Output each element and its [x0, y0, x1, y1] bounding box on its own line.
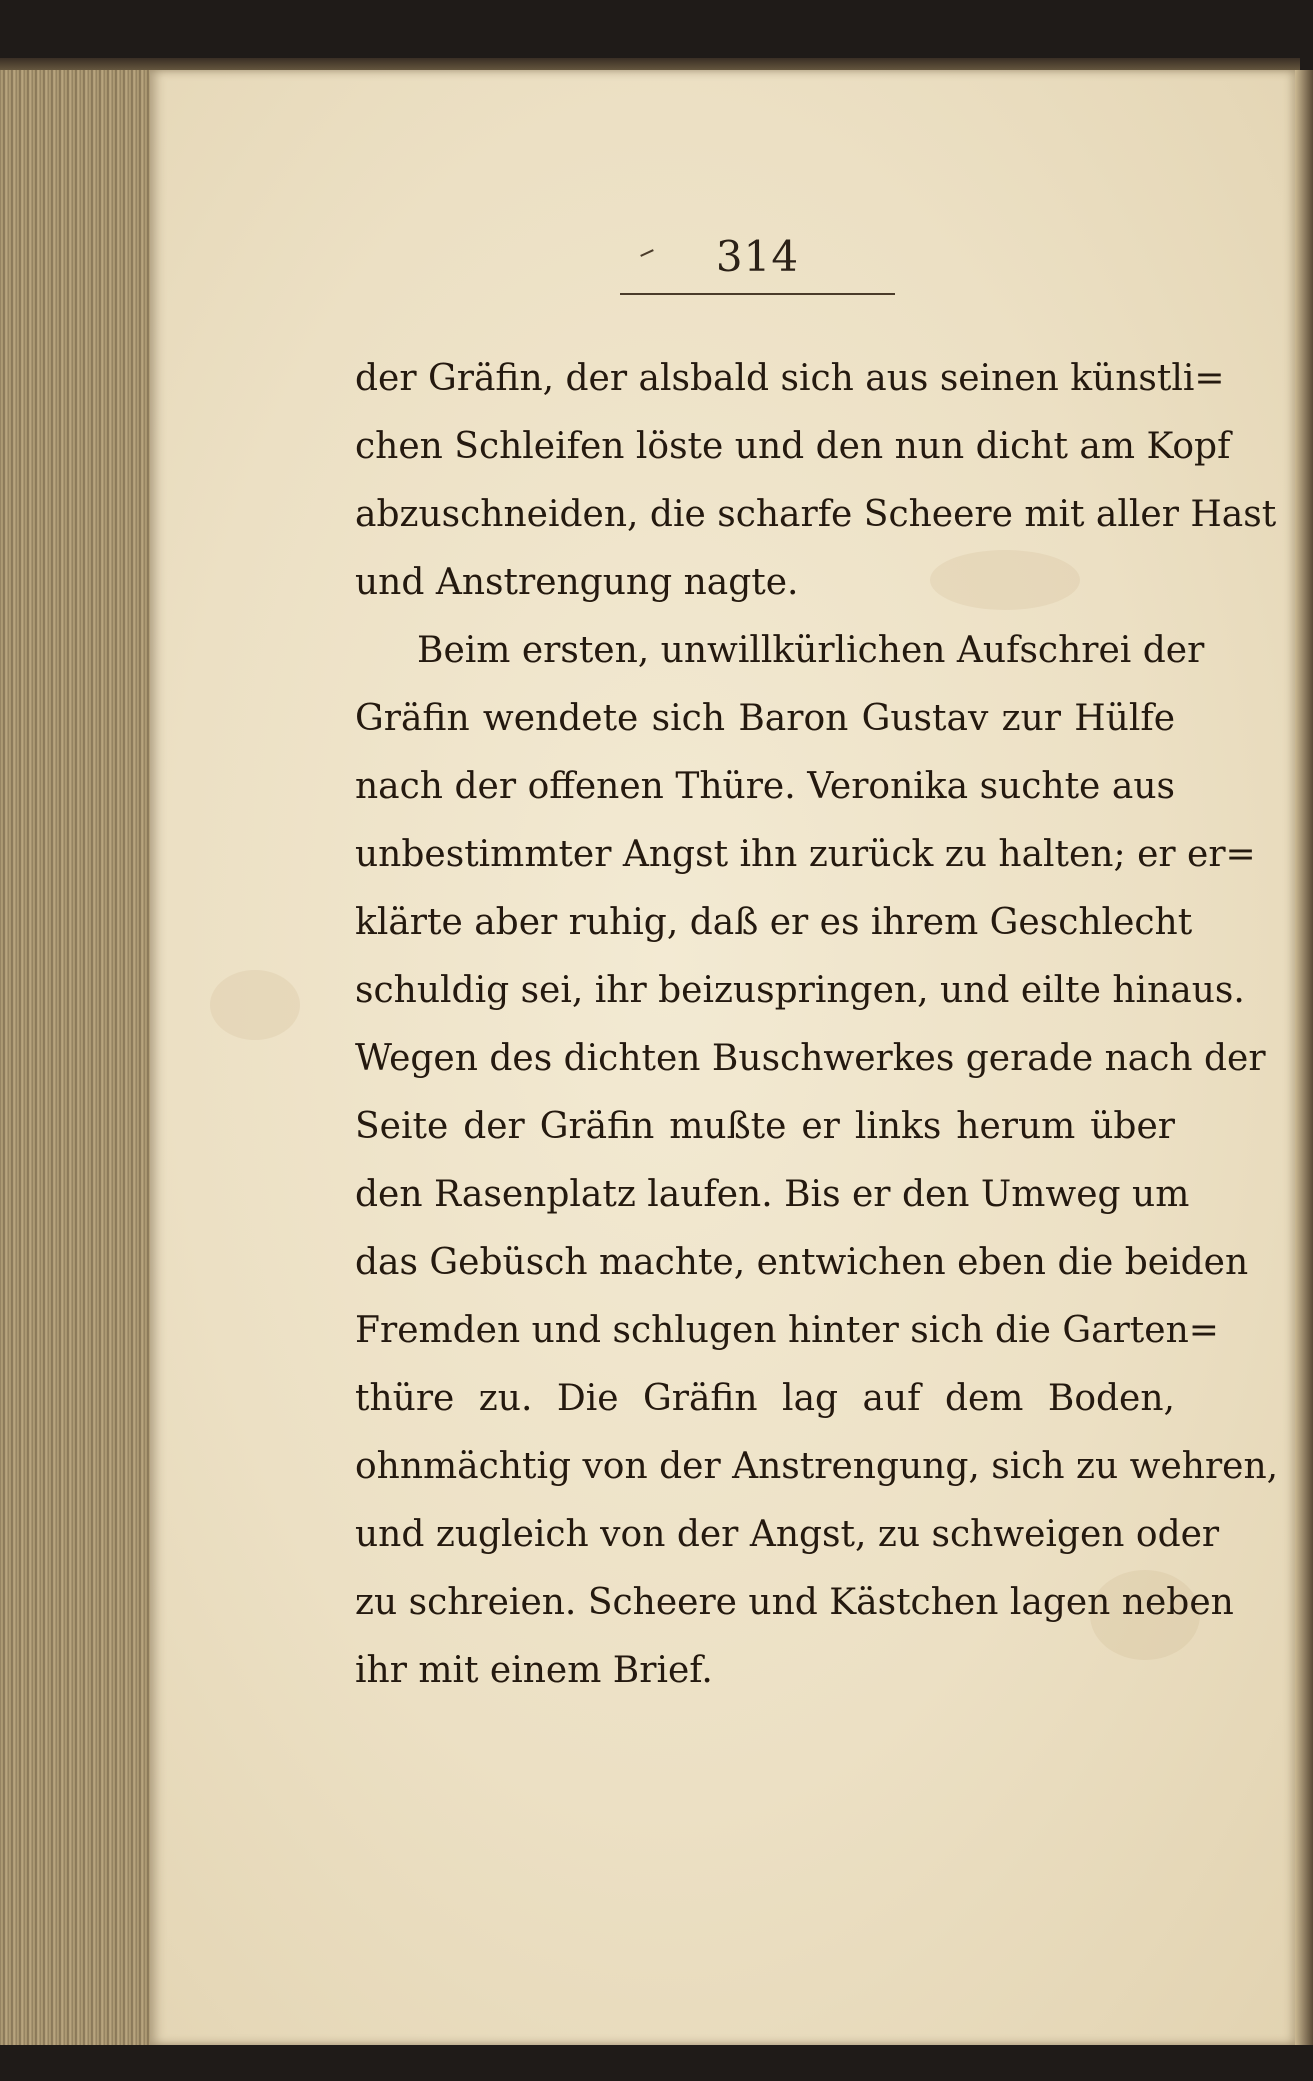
- header-rule: [620, 293, 895, 295]
- paper-stain: [210, 970, 300, 1040]
- text-line: Beim ersten, unwillkürlichen Aufschrei der: [417, 630, 1205, 671]
- text-line: Seite der Gräfin mußte er links herum über: [355, 1106, 1175, 1147]
- paragraph: [355, 617, 1279, 1705]
- text-line: und Anstrengung nagte.: [355, 562, 799, 603]
- text-line: der Gräfin, der alsbald sich aus seinen künstli=: [355, 358, 1225, 399]
- text-line: thüre zu. Die Gräfin lag auf dem Boden,: [355, 1378, 1175, 1419]
- page-header: [620, 232, 895, 281]
- text-line: nach der offenen Thüre. Veronika suchte aus: [355, 766, 1175, 807]
- book-right-edge: [1295, 70, 1313, 2045]
- text-line: Gräfin wendete sich Baron Gustav zur Hülfe: [355, 698, 1175, 739]
- text-line: ohnmächtig von der Anstrengung, sich zu wehren,: [355, 1446, 1279, 1487]
- page-number: 314: [715, 232, 800, 281]
- text-line: Wegen des dichten Buschwerkes gerade nach der: [355, 1038, 1266, 1079]
- text-line: abzuschneiden, die scharfe Scheere mit aller Hast: [355, 494, 1277, 535]
- text-line: Fremden und schlugen hinter sich die Garten=: [355, 1310, 1219, 1351]
- text-line: chen Schleifen löste und den nun dicht am Kopf: [355, 426, 1231, 467]
- text-line: ihr mit einem Brief.: [355, 1650, 713, 1691]
- paragraph: [355, 345, 1277, 617]
- book-page-edges: [0, 70, 152, 2045]
- text-line: zu schreien. Scheere und Kästchen lagen neben: [355, 1582, 1234, 1623]
- text-line: den Rasenplatz laufen. Bis er den Umweg um: [355, 1174, 1190, 1215]
- body-text: [355, 345, 1279, 1705]
- text-line: unbestimmter Angst ihn zurück zu halten; er er=: [355, 834, 1256, 875]
- text-line: das Gebüsch machte, entwichen eben die beiden: [355, 1242, 1249, 1283]
- text-line: schuldig sei, ihr beizuspringen, und eilte hinaus.: [355, 970, 1245, 1011]
- text-line: und zugleich von der Angst, zu schweigen oder: [355, 1514, 1220, 1555]
- text-line: klärte aber ruhig, daß er es ihrem Geschlecht: [355, 902, 1193, 943]
